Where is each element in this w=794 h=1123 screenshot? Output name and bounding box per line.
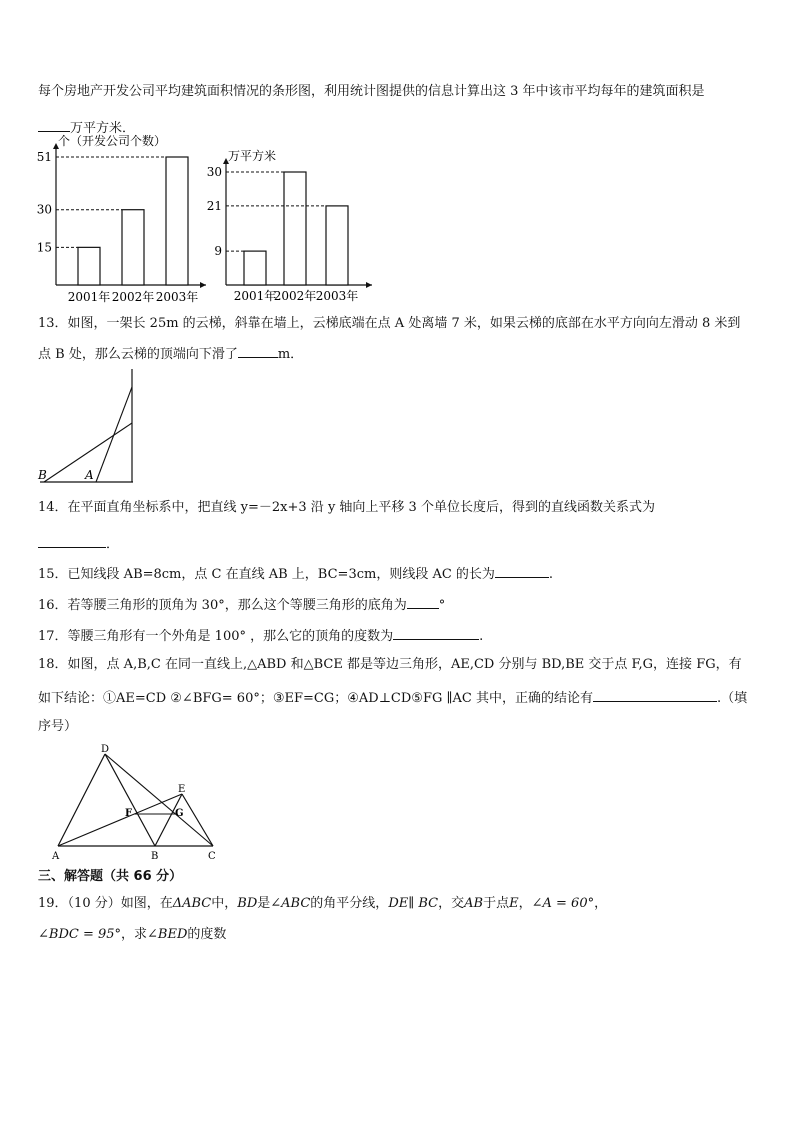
x-category-label: 2002年 (111, 290, 155, 304)
q15: 15．已知线段 AB=8cm，点 C 在直线 AB 上，BC=3cm，则线段 AC 的长为 . (38, 563, 553, 584)
x-category-label: 2002年 (273, 289, 317, 303)
answer-blank[interactable] (495, 563, 549, 578)
x-axis-arrow (200, 282, 206, 288)
triangles-figure (46, 742, 226, 864)
bar-chart-area (206, 148, 380, 308)
label-f: F (125, 808, 133, 819)
bar (122, 210, 144, 285)
q19-line1: 19．（10 分）如图，在ΔABC中，BD是∠ABC的角平分线，DE∥ BC，交AB于点E，∠A = 60°， (38, 896, 608, 911)
answer-blank[interactable] (407, 594, 439, 609)
x-category-label: 2003年 (155, 290, 199, 304)
bar (166, 157, 188, 285)
label-b: B (38, 468, 47, 482)
q14-line2: ． (38, 533, 119, 554)
answer-blank[interactable] (393, 625, 479, 640)
x-category-label: 2001年 (233, 289, 277, 303)
answer-blank[interactable] (593, 687, 717, 702)
label-d: D (101, 744, 110, 755)
x-category-label: 2003年 (315, 289, 359, 303)
q12-line1: 每个房地产开发公司平均建筑面积情况的条形图，利用统计图提供的信息计算出这 3 年中该市平均每年的建筑面积是 (38, 84, 705, 99)
label-e: E (178, 784, 186, 795)
y-tick-label: 51 (36, 150, 52, 164)
bar-chart-companies (30, 134, 210, 308)
y-tick-label: 21 (206, 198, 222, 213)
label-a: A (52, 851, 60, 862)
bar (78, 247, 100, 285)
q19-line2: ∠BDC = 95°，求∠BED的度数 (38, 927, 227, 942)
section-heading: 三、解答题（共 66 分） (38, 869, 183, 884)
q16: 16．若等腰三角形的顶角为 30°，那么这个等腰三角形的底角为 ° (38, 594, 445, 615)
label-b: B (151, 851, 159, 862)
q12-line2: 万平方米． (38, 117, 135, 138)
q13-line1: 13．如图，一架长 25m 的云梯，斜靠在墙上，云梯底端在点 A 处离墙 7 米，如果云梯的底部在水平方向向左滑动 8 米到 (38, 316, 741, 331)
y-axis-label: 万平方米 (228, 149, 277, 163)
label-g: G (175, 808, 184, 819)
answer-blank[interactable] (38, 117, 70, 132)
bar (284, 172, 306, 285)
label-c: C (208, 851, 216, 862)
q18-line2: 如下结论：①AE=CD ②∠BFG= 60°；③EF=CG；④AD⊥CD⑤FG ∥AC 其中，正确的结论有 .（填 (38, 687, 747, 708)
y-tick-label: 15 (36, 240, 52, 255)
answer-blank[interactable] (238, 343, 278, 358)
q13-line2: 点 B 处，那么云梯的顶端向下滑了 m． (38, 343, 303, 364)
label-a: A (85, 468, 94, 482)
y-tick-label: 9 (214, 244, 222, 259)
answer-blank[interactable] (38, 533, 106, 548)
ladder-from-a (96, 387, 132, 482)
bar (244, 251, 266, 285)
ladder-figure (30, 365, 145, 490)
x-category-label: 2001年 (67, 290, 111, 304)
bar (326, 206, 348, 285)
y-tick-label: 30 (206, 165, 222, 179)
q14-line1: 14．在平面直角坐标系中，把直线 y=－2x+3 沿 y 轴向上平移 3 个单位长度后，得到的直线函数关系式为 (38, 500, 655, 515)
q18-line1: 18．如图，点 A,B,C 在同一直线上,△ABD 和△BCE 都是等边三角形，AE,CD 分别与 BD,BE 交于点 F,G，连接 FG，有 (38, 657, 742, 672)
q17: 17．等腰三角形有一个外角是 100° ，那么它的顶角的度数为 . (38, 625, 483, 646)
q18-line3: 序号） (38, 719, 78, 734)
y-tick-label: 30 (36, 202, 52, 217)
y-axis-label: 个（开发公司个数） (58, 134, 167, 148)
x-axis-arrow (366, 282, 372, 288)
